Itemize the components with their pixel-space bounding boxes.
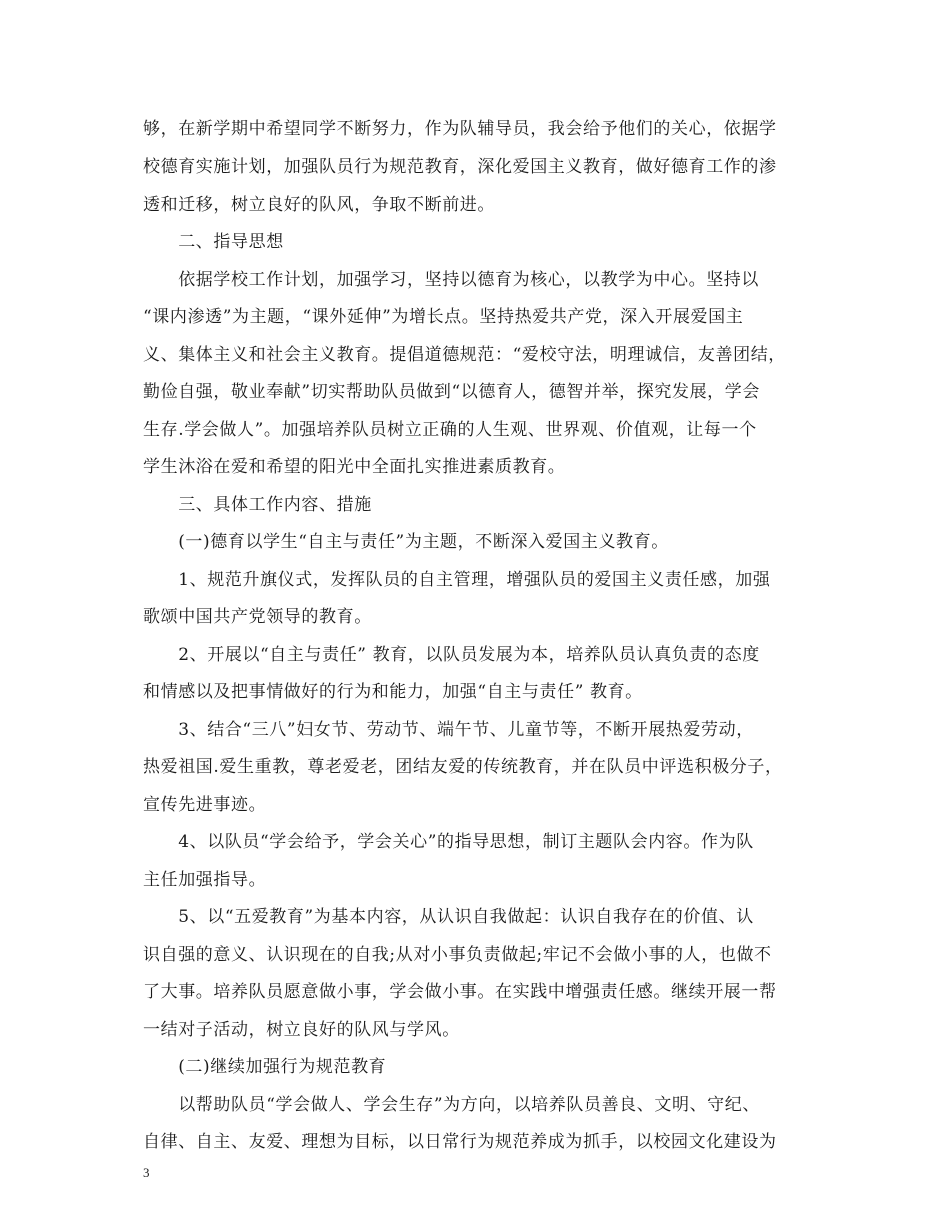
text-line: 了大事。培养队员愿意做小事，学会做小事。在实践中增强责任感。继续开展一帮: [143, 982, 777, 1002]
text-line: 校德育实施计划，加强队员行为规范教育，深化爱国主义教育，做好德育工作的渗: [143, 157, 777, 177]
text-line: 热爱祖国.爱生重教，尊老爱老，团结友爱的传统教育，并在队员中评选积极分子，: [143, 757, 783, 777]
text-line: 够，在新学期中希望同学不断努力，作为队辅导员，我会给予他们的关心，依据学: [143, 119, 777, 139]
text-line: 主任加强指导。: [143, 870, 267, 890]
text-line: 3、结合“三八”妇女节、劳动节、端午节、儿童节等，不断开展热爱劳动，: [143, 720, 754, 740]
section-heading: 二、指导思想: [143, 232, 284, 252]
text-line: 依据学校工作计划，加强学习，坚持以德育为核心，以教学为中心。坚持以: [143, 270, 759, 290]
text-line: 识自强的意义、认识现在的自我;从对小事负责做起;牢记不会做小事的人，也做不: [143, 945, 772, 965]
text-line: 透和迁移，树立良好的队风，争取不断前进。: [143, 195, 495, 215]
text-line: 生存.学会做人”。加强培养队员树立正确的人生观、世界观、价值观，让每一个: [143, 420, 757, 440]
text-line: 以帮助队员“学会做人、学会生存”为方向，以培养队员善良、文明、守纪、: [143, 1095, 760, 1115]
text-line: 和情感以及把事情做好的行为和能力，加强“自主与责任” 教育。: [143, 682, 643, 702]
text-line: 1、规范升旗仪式，发挥队员的自主管理，增强队员的爱国主义责任感，加强: [143, 570, 771, 590]
section-heading: 三、具体工作内容、措施: [143, 495, 372, 515]
text-line: 学生沐浴在爱和希望的阳光中全面扎实推进素质教育。: [143, 457, 566, 477]
text-line: 2、开展以“自主与责任” 教育，以队员发展为本，培养队员认真负责的态度: [143, 645, 760, 665]
text-line: 一结对子活动，树立良好的队风与学风。: [143, 1020, 460, 1040]
page-number: 3: [143, 1165, 150, 1180]
text-line: 义、集体主义和社会主义教育。提倡道德规范：“爱校守法，明理诚信，友善团结，: [143, 345, 786, 365]
text-line: 歌颂中国共产党领导的教育。: [143, 607, 372, 627]
text-line: 勤俭自强，敬业奉献”切实帮助队员做到“以德育人，德智并举，探究发展，学会: [143, 382, 760, 402]
text-line: (一)德育以学生“自主与责任”为主题，不断深入爱国主义教育。: [143, 532, 669, 552]
text-line: 自律、自主、友爱、理想为目标，以日常行为规范养成为抓手，以校园文化建设为: [143, 1132, 777, 1152]
text-line: 宣传先进事迹。: [143, 795, 267, 815]
text-line: “课内渗透”为主题，“课外延伸”为增长点。坚持热爱共产党，深入开展爱国主: [143, 307, 744, 327]
text-line: 5、以“五爱教育”为基本内容，从认识自我做起：认识自我存在的价值、认: [143, 907, 754, 927]
text-line: 4、以队员“学会给予，学会关心”的指导思想，制订主题队会内容。作为队: [143, 832, 754, 852]
section-heading: (二)继续加强行为规范教育: [143, 1057, 387, 1077]
